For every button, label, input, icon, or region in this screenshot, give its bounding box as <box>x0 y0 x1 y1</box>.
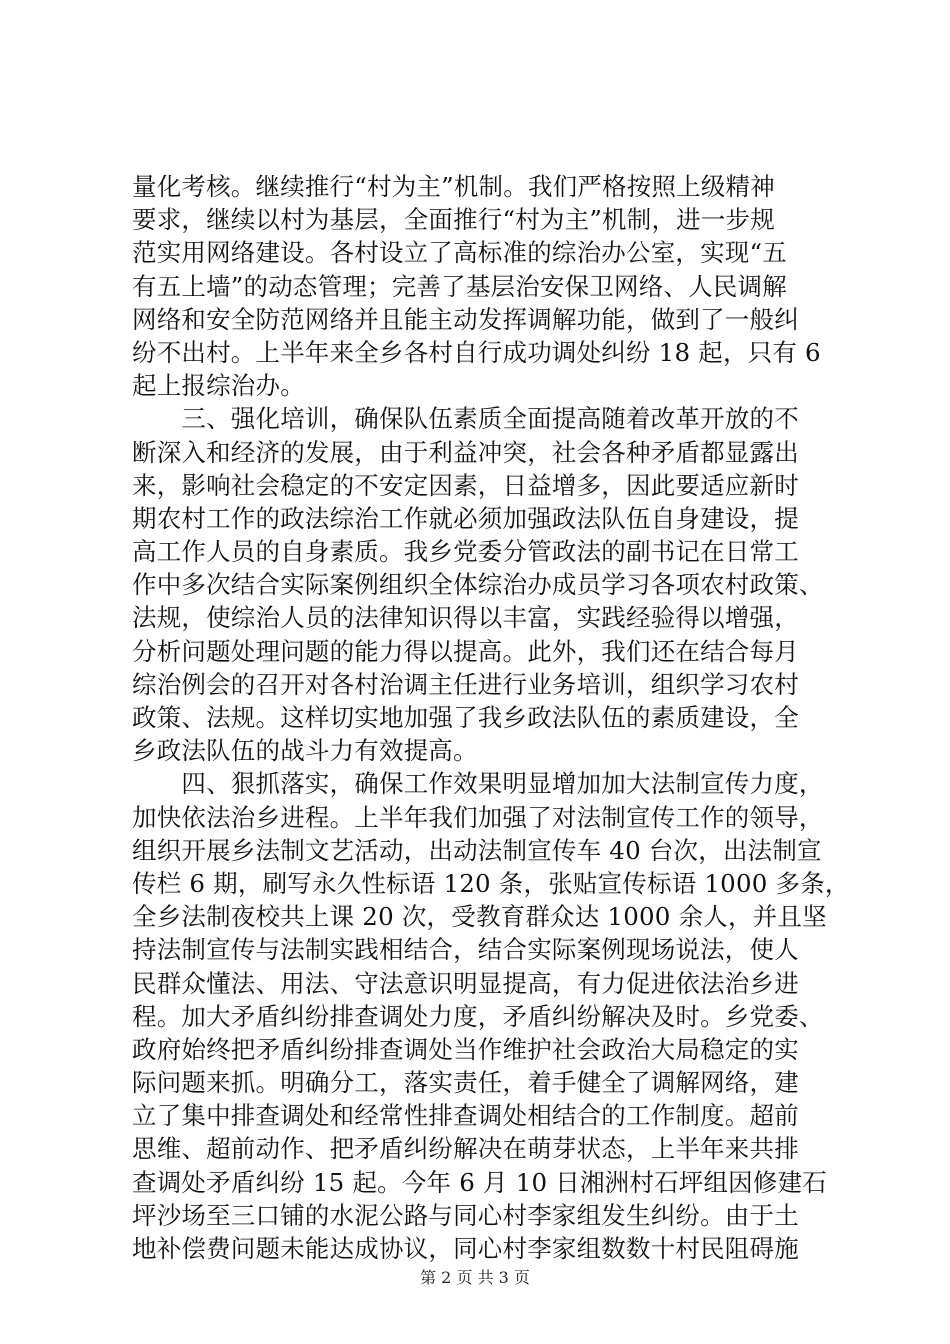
page-footer: 第 2 页 共 3 页 <box>420 1268 530 1287</box>
text-line: 程。加大矛盾纠纷排查调处力度，矛盾纠纷解决及时。乡党委、 <box>132 1001 824 1031</box>
body-text <box>132 170 850 1265</box>
text-line: 政策、法规。这样切实地加强了我乡政法队伍的素质建设，全 <box>132 703 799 732</box>
text-line: 地补偿费问题未能达成协议，同心村李家组数数十村民阻碍施 <box>132 1234 799 1263</box>
text-line: 坪沙场至三口铺的水泥公路与同心村李家组发生纠纷。由于土 <box>132 1200 799 1230</box>
text-line: 查调处矛盾纠纷 15 起。今年 6 月 10 日湘洲村石坪组因修建石 <box>132 1167 827 1197</box>
text-line: 政府始终把矛盾纠纷排查调处当作维护社会政治大局稳定的实 <box>132 1034 799 1064</box>
text-line: 来，影响社会稳定的不安定因素，日益增多，因此要适应新时 <box>132 470 799 500</box>
text-line: 传栏 6 期，刷写永久性标语 120 条，张贴宣传标语 1000 多条， <box>132 868 850 898</box>
text-line: 分析问题处理问题的能力得以提高。此外，我们还在结合每月 <box>132 636 799 666</box>
text-line: 有五上墙”的动态管理；完善了基层治安保卫网络、人民调解 <box>132 271 787 301</box>
text-line: 作中多次结合实际案例组织全体综治办成员学习各项农村政策、 <box>132 570 824 600</box>
text-line: 期农村工作的政法综治工作就必须加强政法队伍自身建设，提 <box>132 503 799 533</box>
text-line: 思维、超前动作、把矛盾纠纷解决在萌芽状态，上半年来共排 <box>132 1134 799 1164</box>
text-line: 加快依法治乡进程。上半年我们加强了对法制宣传工作的领导， <box>132 802 824 832</box>
text-line: 高工作人员的自身素质。我乡党委分管政法的副书记在日常工 <box>132 537 799 567</box>
text-line: 立了集中排查调处和经常性排查调处相结合的工作制度。超前 <box>132 1101 799 1131</box>
text-line: 持法制宣传与法制实践相结合，结合实际案例现场说法，使人 <box>132 935 799 965</box>
text-line: 际问题来抓。明确分工，落实责任，着手健全了调解网络，建 <box>132 1068 799 1098</box>
text-line: 量化考核。继续推行“村为主”机制。我们严格按照上级精神 <box>132 172 775 201</box>
text-line: 三、强化培训，确保队伍素质全面提高随着改革开放的不 <box>132 404 799 434</box>
text-line: 范实用网络建设。各村设立了高标准的综治办公室，实现“五 <box>132 238 787 268</box>
text-line: 纷不出村。上半年来全乡各村自行成功调处纠纷 18 起，只有 6 <box>132 337 821 367</box>
text-line: 断深入和经济的发展，由于利益冲突，社会各种矛盾都显露出 <box>132 437 799 467</box>
text-line: 民群众懂法、用法、守法意识明显提高，有力促进依法治乡进 <box>132 968 799 998</box>
text-line: 四、狠抓落实，确保工作效果明显增加加大法制宣传力度， <box>132 769 824 799</box>
text-line: 综治例会的召开对各村治调主任进行业务培训，组织学习农村 <box>132 669 799 699</box>
text-line: 法规，使综治人员的法律知识得以丰富，实践经验得以增强， <box>132 603 799 633</box>
text-line: 要求，继续以村为基层，全面推行“村为主”机制，进一步规 <box>132 205 775 235</box>
text-line: 起上报综治办。 <box>132 371 305 401</box>
text-line: 全乡法制夜校共上课 20 次，受教育群众达 1000 余人，并且坚 <box>132 902 827 932</box>
text-line: 乡政法队伍的战斗力有效提高。 <box>132 736 478 766</box>
text-line: 网络和安全防范网络并且能主动发挥调解功能，做到了一般纠 <box>132 304 799 334</box>
text-line: 组织开展乡法制文艺活动，出动法制宣传车 40 台次，出法制宣 <box>132 835 822 865</box>
